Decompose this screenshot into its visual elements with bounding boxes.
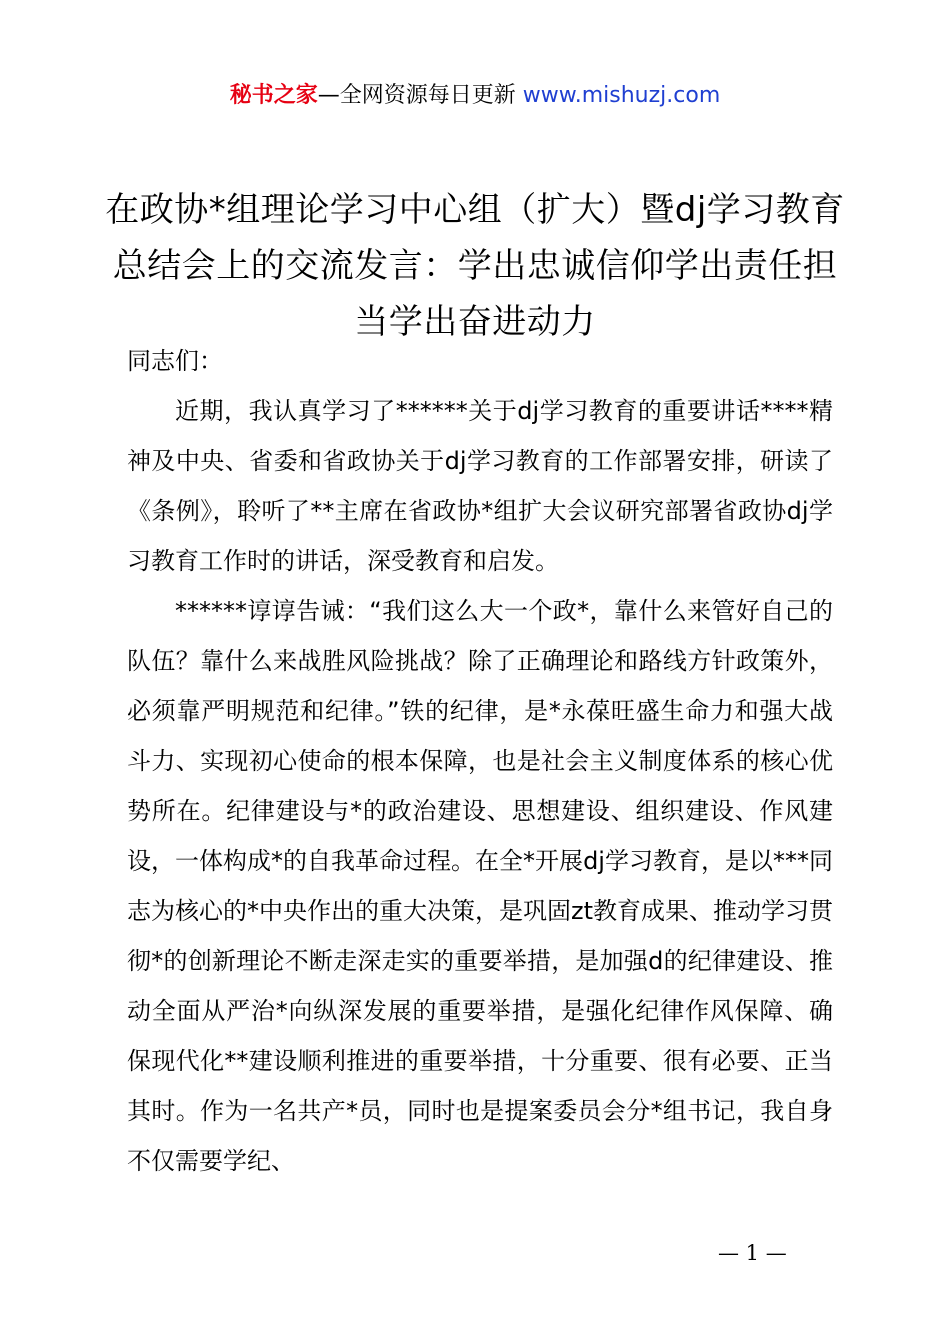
body-paragraph-2: ******谆谆告诫：“我们这么大一个政*，靠什么来管好自己的队伍？靠什么来战胜风险挑战？除了正确理论和路线方针政策外，必须靠严明规范和纪律。”铁的纪律，是*永葆旺盛生命力和强大战斗力、实现初心使命的根本保障，也是社会主义制度体系的核心优势所在。纪律建设与*的政治建设、思想建设、组织建设、作风建设，一体构成*的自我革命过程。在全*开展dj学习教育，是以***同志为核心的*中央作出的重大决策，是巩固zt教育成果、推动学习贯彻*的创新理论不断走深走实的重要举措，是加强d的纪律建设、推动全面从严治*向纵深发展的重要举措，是强化纪律作风保障、确保现代化**建设顺利推进的重要举措，十分重要、很有必要、正当其时。作为一名共产*员，同时也是提案委员会分*组书记，我自身不仅需要学纪、 — [127, 597, 834, 1175]
greeting-line: 同志们： — [127, 347, 223, 375]
document-body — [127, 336, 833, 1186]
brand-name: 秘书之家 — [229, 83, 318, 108]
header-slogan: —全网资源每日更新 — [317, 83, 516, 108]
header-url-link[interactable]: www.mishuzj.com — [515, 83, 721, 108]
page-number: — 1 — — [718, 1241, 787, 1265]
body-paragraph-1: 近期，我认真学习了******关于dj学习教育的重要讲话****精神及中央、省委和省政协关于dj学习教育的工作部署安排，研读了《条例》，聆听了**主席在省政协*组扩大会议研究部署省政协dj学习教育工作时的讲话，深受教育和启发。 — [127, 397, 833, 575]
site-header-banner — [0, 80, 950, 112]
document-title: 在政协*组理论学习中心组（扩大）暨dj学习教育总结会上的交流发言：学出忠诚信仰学出责任担当学出奋进动力 — [105, 190, 845, 342]
